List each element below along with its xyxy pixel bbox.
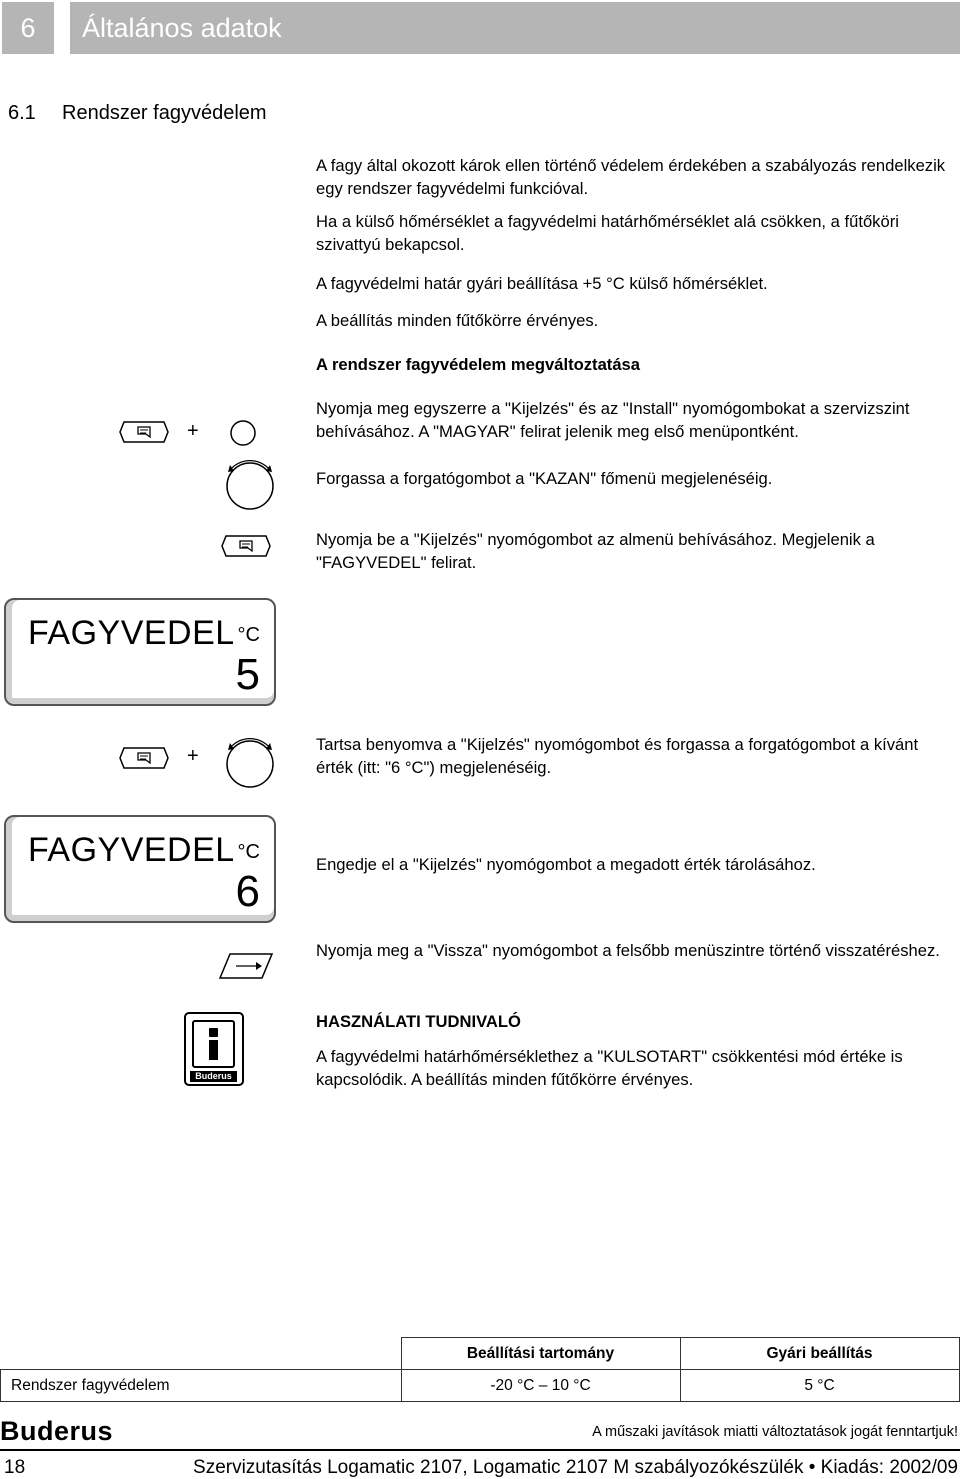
section-title: Rendszer fagyvédelem (62, 102, 267, 124)
table-header-default: Gyári beállítás (680, 1338, 959, 1370)
plus-sign: + (187, 745, 199, 767)
buderus-logo: Buderus (0, 1416, 114, 1446)
lcd-label: FAGYVEDEL (28, 831, 235, 869)
paragraph-intro: A fagy által okozott károk ellen történő védelem érdekében a szabályozás rendelkezik egy rendszer fagyvédelmi funkcióval. (316, 156, 946, 198)
table-cell-range: -20 °C – 10 °C (401, 1370, 680, 1402)
lcd-unit: °C (237, 841, 260, 863)
lcd-value: 6 (235, 867, 260, 916)
display-button-icon (220, 534, 272, 558)
section-number: 6.1 (8, 102, 36, 124)
table-row (1, 1370, 960, 1402)
chapter-number: 6 (2, 2, 54, 54)
page-number: 18 (4, 1457, 26, 1478)
lcd-display-5 (4, 598, 276, 706)
subheading: A rendszer fagyvédelem megváltoztatása (316, 355, 641, 374)
lcd-label: FAGYVEDEL (28, 614, 235, 652)
note-heading: HASZNÁLATI TUDNIVALÓ (316, 1012, 521, 1031)
lcd-value: 5 (235, 650, 260, 699)
rotary-knob-icon (220, 452, 280, 514)
step-back: Nyomja meg a "Vissza" nyomógombot a felsőbb menüszintre történő visszatéréshez. (316, 941, 940, 960)
paragraph-default-limit: A fagyvédelmi határ gyári beállítása +5 °C külső hőmérséklet. (316, 274, 768, 293)
install-button-icon (228, 418, 258, 448)
chapter-title: Általános adatok (70, 2, 960, 54)
info-icon (184, 1012, 244, 1086)
plus-sign: + (187, 420, 199, 442)
footer-disclaimer: A műszaki javítások miatti változtatások jogát fenntartjuk! (592, 1424, 958, 1440)
lcd-display-6 (4, 815, 276, 923)
display-button-icon (118, 420, 170, 444)
document-title: Szervizutasítás Logamatic 2107, Logamatic 2107 M szabályozókészülék • Kiadás: 2002/09 (193, 1457, 958, 1478)
display-button-icon (118, 746, 170, 770)
step-service-level: Nyomja meg egyszerre a "Kijelzés" és az "Install" nyomógombokat a szervizszint behívásához. A "MAGYAR" felirat jelenik meg első menüpontként. (316, 399, 910, 441)
table-cell-name: Rendszer fagyvédelem (1, 1370, 402, 1402)
settings-table (0, 1337, 960, 1402)
step-submenu: Nyomja be a "Kijelzés" nyomógombot az almenü behívásához. Megjelenik a "FAGYVEDEL" felirat. (316, 530, 875, 572)
step-rotate-kazan: Forgassa a forgatógombot a "KAZAN" főmenü megjelenéséig. (316, 469, 773, 488)
info-icon-brand: Buderus (190, 1071, 237, 1082)
paragraph-scope: A beállítás minden fűtőkörre érvényes. (316, 311, 599, 330)
table-header-range: Beállítási tartomány (401, 1338, 680, 1370)
section-heading (8, 102, 267, 125)
lcd-unit: °C (237, 624, 260, 646)
step-store-value: Engedje el a "Kijelzés" nyomógombot a megadott érték tárolásához. (316, 855, 816, 874)
note-text: A fagyvédelmi határhőmérséklethez a "KULSOTART" csökkentési mód értéke is kapcsolódik. A beállítás minden fűtőkörre érvényes. (316, 1047, 903, 1089)
table-cell-default: 5 °C (680, 1370, 959, 1402)
back-button-icon (218, 952, 274, 980)
step-set-value: Tartsa benyomva a "Kijelzés" nyomógombot és forgassa a forgatógombot a kívánt érték (itt: "6 °C") megjelenéséig. (316, 735, 919, 777)
table-header-row (1, 1338, 960, 1370)
rotary-knob-icon (220, 730, 280, 792)
page-footer (0, 1449, 960, 1479)
paragraph-pump: Ha a külső hőmérséklet a fagyvédelmi határhőmérséklet alá csökken, a fűtőköri szivattyú bekapcsol. (316, 212, 899, 254)
